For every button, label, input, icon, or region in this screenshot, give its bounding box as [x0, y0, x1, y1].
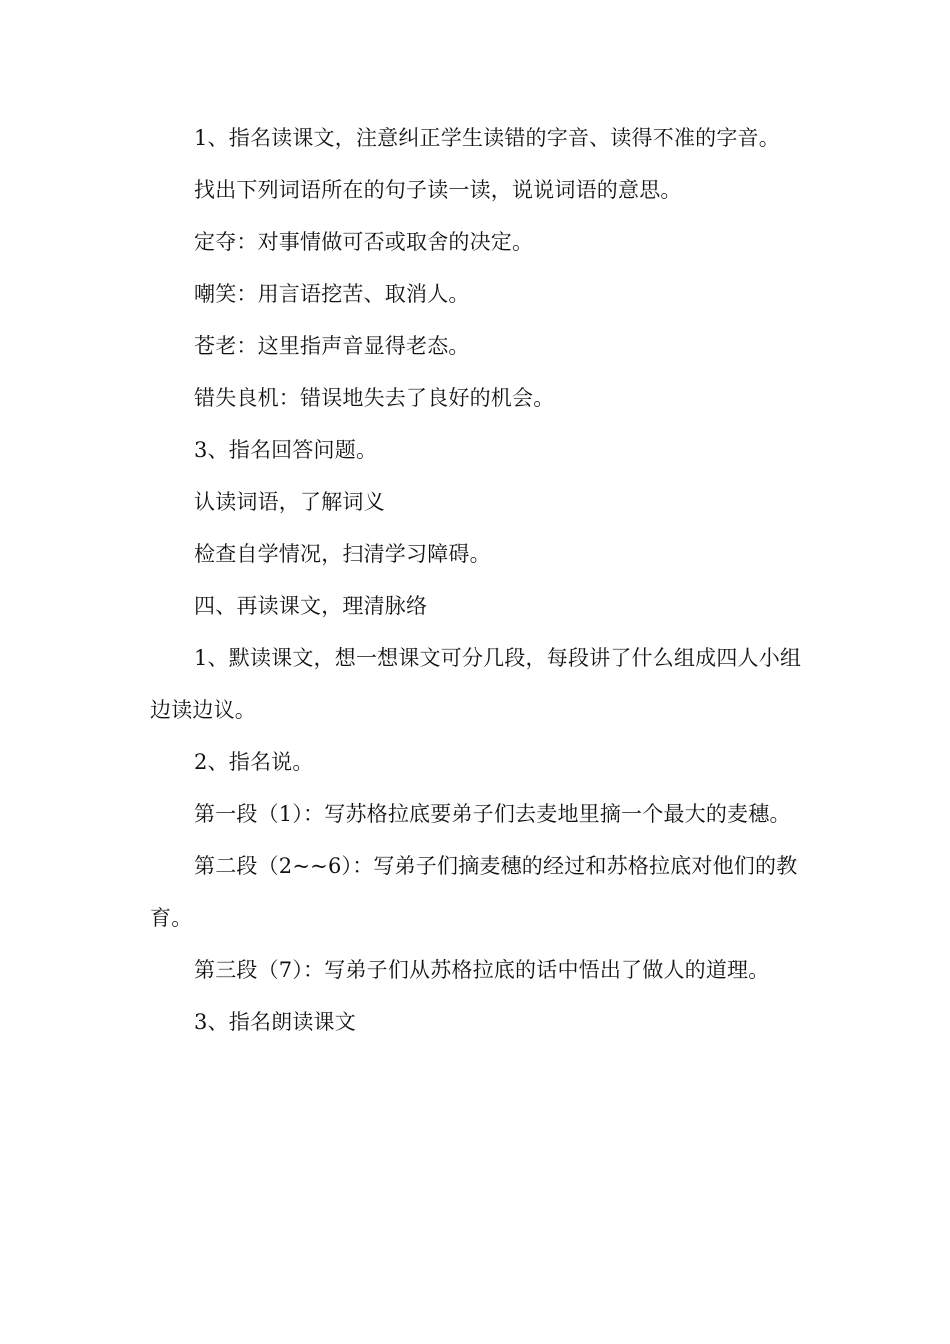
paragraph-read-text-aloud: 3、指名朗读课文 — [194, 1010, 356, 1034]
paragraph-answer-questions: 3、指名回答问题。 — [194, 438, 378, 462]
document-body — [150, 112, 802, 1048]
paragraph-section-one: 第一段（1）：写苏格拉底要弟子们去麦地里摘一个最大的麦穗。 — [194, 802, 791, 826]
paragraph-word-dingduo: 定夺：对事情做可否或取舍的决定。 — [194, 230, 534, 254]
paragraph-find-words: 找出下列词语所在的句子读一读，说说词语的意思。 — [194, 178, 682, 202]
paragraph-read-aloud-correction: 1、指名读课文，注意纠正学生读错的字音、读得不准的字音。 — [194, 126, 780, 150]
paragraph-silent-reading: 1、默读课文，想一想课文可分几段，每段讲了什么组成四人小组边读边议。 — [150, 646, 802, 722]
paragraph-word-canglao: 苍老：这里指声音显得老态。 — [194, 334, 470, 358]
paragraph-word-cuoshiliangji: 错失良机：错误地失去了良好的机会。 — [194, 386, 555, 410]
section-heading-reread: 四、再读课文，理清脉络 — [194, 594, 428, 618]
paragraph-name-say: 2、指名说。 — [194, 750, 314, 774]
paragraph-section-three: 第三段（7）：写弟子们从苏格拉底的话中悟出了做人的道理。 — [194, 958, 770, 982]
paragraph-check-self-study: 检查自学情况，扫清学习障碍。 — [194, 542, 491, 566]
paragraph-section-two: 第二段（2~~6）：写弟子们摘麦穗的经过和苏格拉底对他们的教育。 — [150, 854, 798, 930]
paragraph-recognize-words: 认读词语，了解词义 — [194, 490, 385, 514]
paragraph-word-chaoxiao: 嘲笑：用言语挖苦、取消人。 — [194, 282, 470, 306]
